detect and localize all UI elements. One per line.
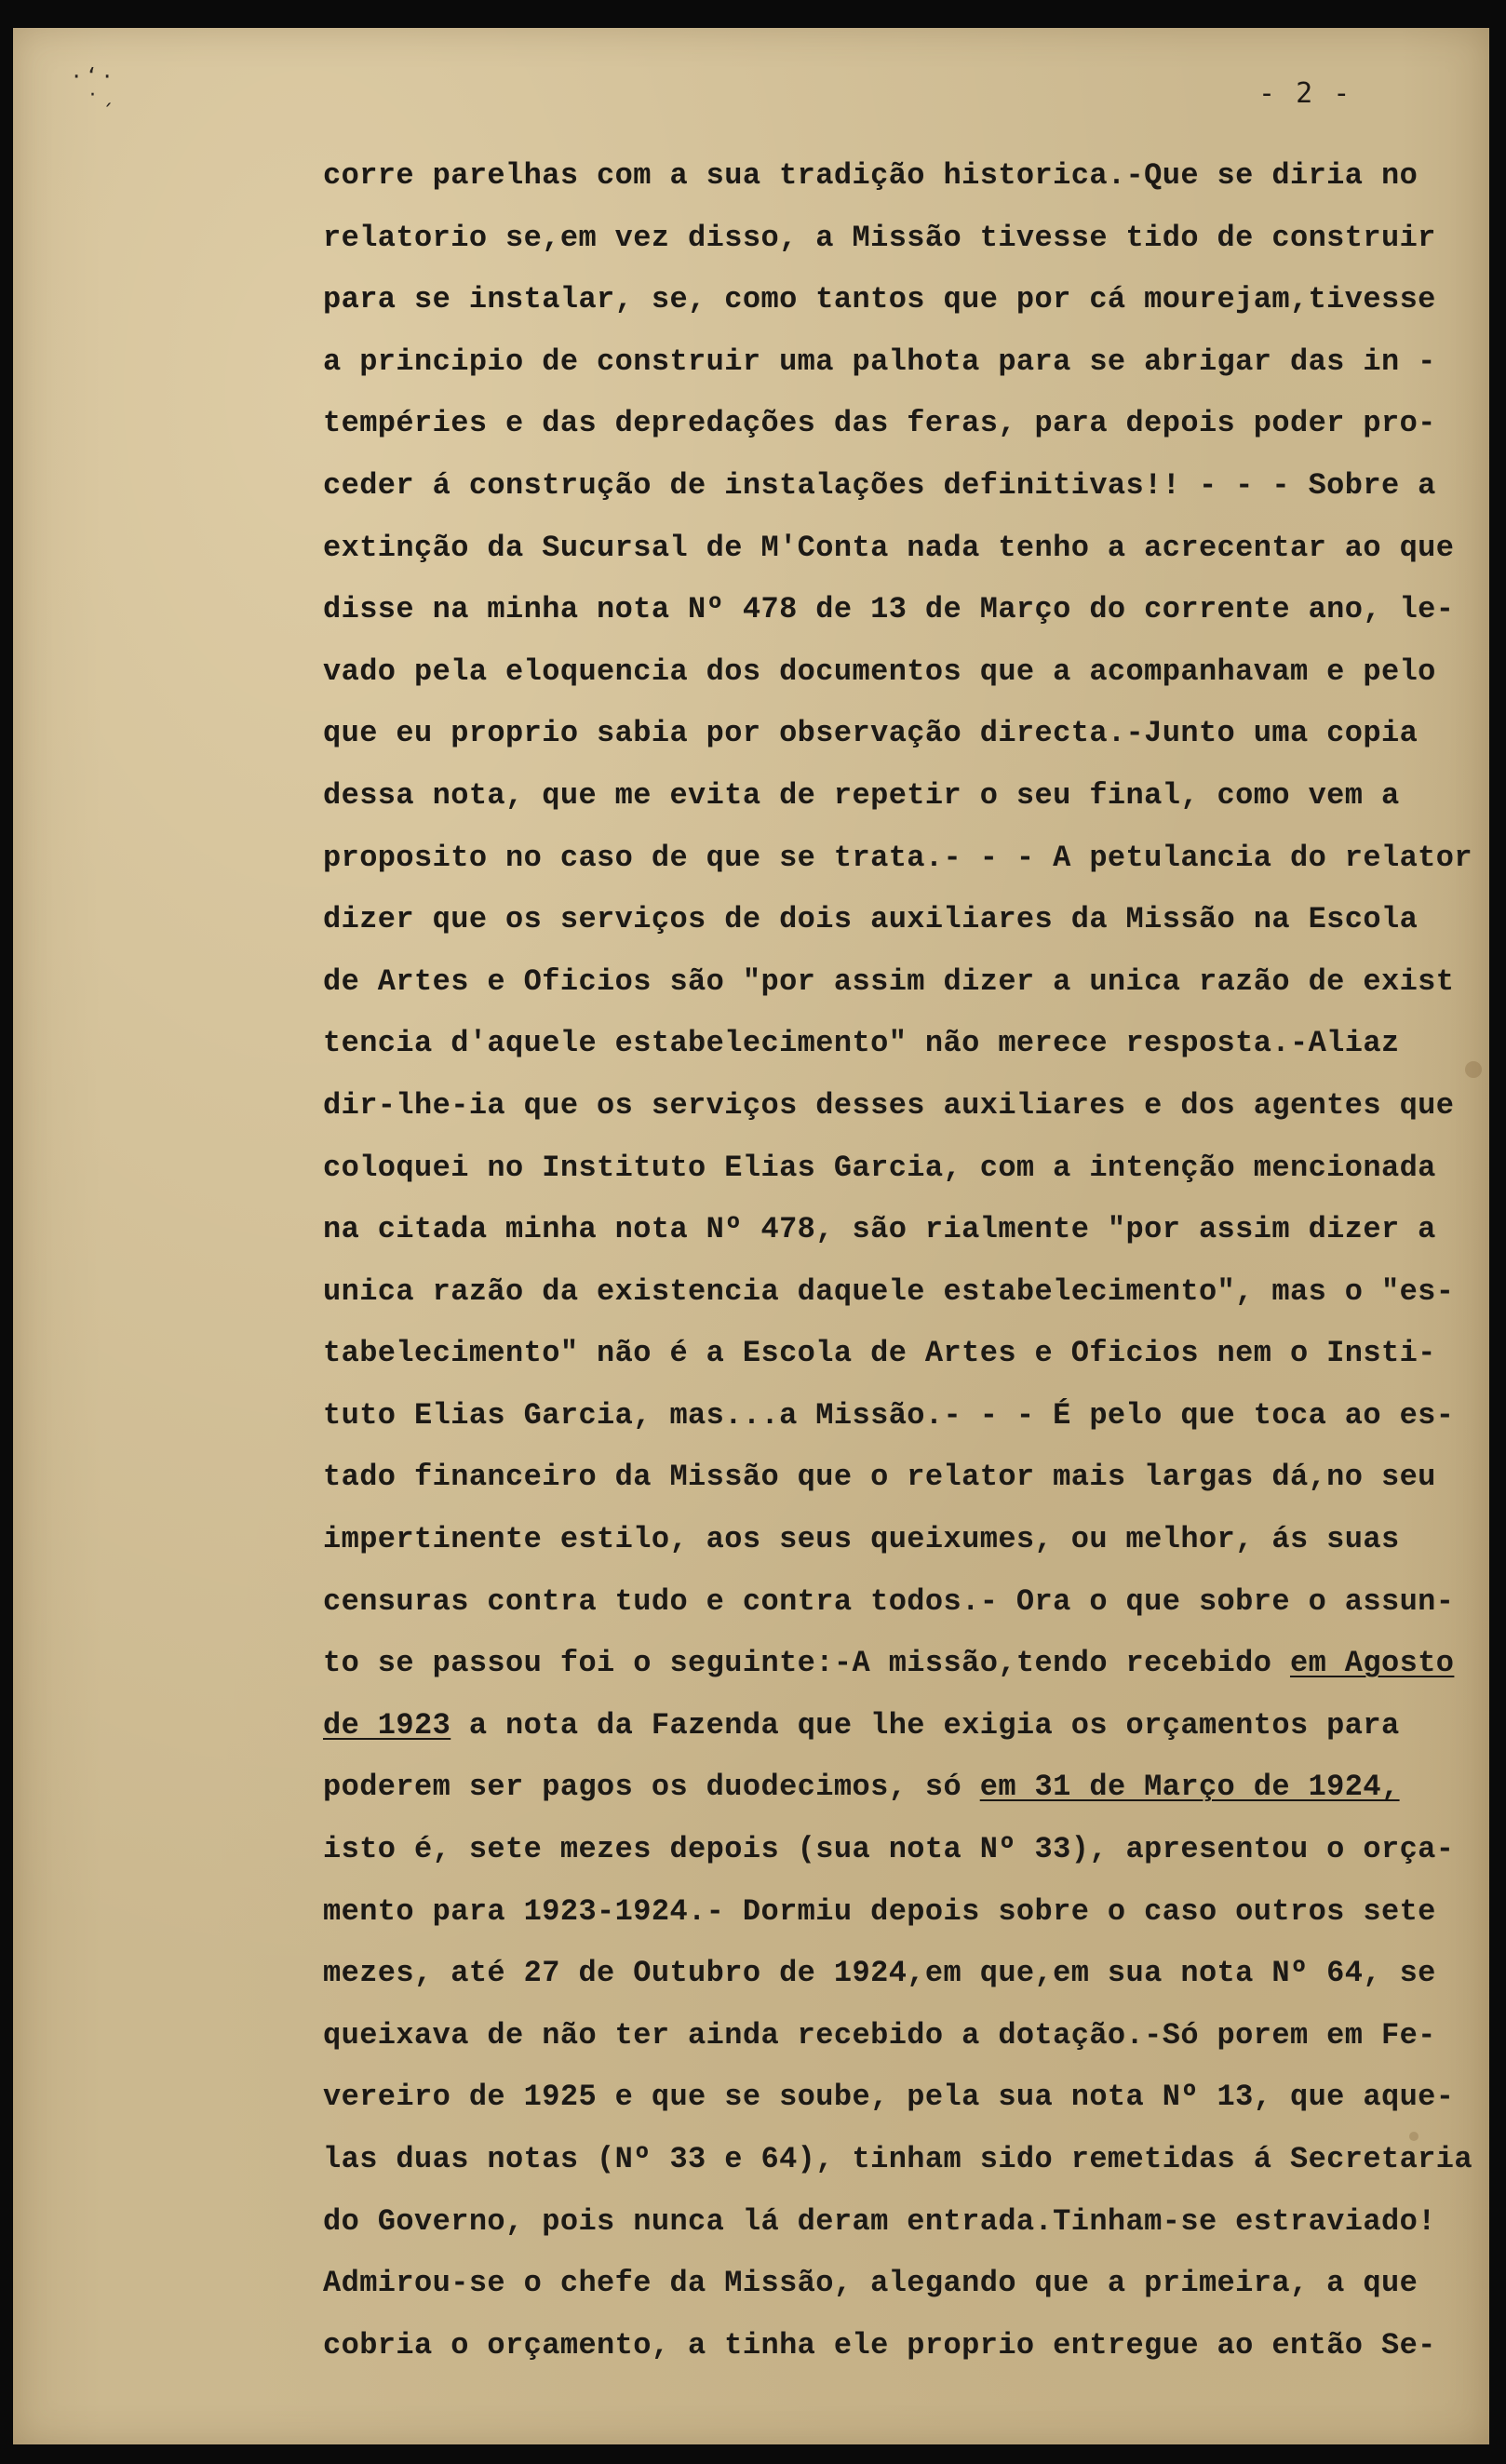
text-line: censuras contra tudo e contra todos.- Ora o que sobre o assun- bbox=[323, 1583, 1455, 1619]
text-line: corre parelhas com a sua tradição historica.-Que se diria no bbox=[323, 158, 1419, 193]
text-line: Admirou-se o chefe da Missão, alegando que a primeira, a que bbox=[323, 2266, 1419, 2301]
text-line: disse na minha nota Nº 478 de 13 de Março do corrente ano, le- bbox=[323, 592, 1455, 627]
text-line: dessa nota, que me evita de repetir o seu final, como vem a bbox=[323, 777, 1400, 813]
text-line: mezes, até 27 de Outubro de 1924,em que,em sua nota Nº 64, se bbox=[323, 1956, 1436, 1991]
underlined-text: em Agosto bbox=[1289, 1646, 1455, 1681]
text-line: extinção da Sucursal de M'Conta nada tenho a acrecentar ao que bbox=[323, 530, 1455, 565]
text-line: relatorio se,em vez disso, a Missão tivesse tido de construir bbox=[323, 220, 1436, 255]
text-line: do Governo, pois nunca lá deram entrada.Tinham-se estraviado! bbox=[323, 2203, 1436, 2239]
text-line: proposito no caso de que se trata.- - - A petulancia do relator bbox=[323, 840, 1472, 875]
text-line: tencia d'aquele estabelecimento" não merece resposta.-Aliaz bbox=[323, 1026, 1400, 1061]
text-line bbox=[323, 1633, 1489, 1695]
text-line: dizer que os serviços de dois auxiliares da Missão na Escola bbox=[323, 902, 1419, 937]
text-line: ceder á construção de instalações definitivas!! - - - Sobre a bbox=[323, 467, 1436, 503]
text-line: dir-lhe-ia que os serviços desses auxiliares e dos agentes que bbox=[323, 1087, 1455, 1123]
text-line: vereiro de 1925 e que se soube, pela sua nota Nº 13, que aque- bbox=[323, 2080, 1455, 2115]
text-line bbox=[323, 1757, 1489, 1819]
text-line: las duas notas (Nº 33 e 64), tinham sido remetidas á Secretaria bbox=[323, 2142, 1472, 2176]
text-line: na citada minha nota Nº 478, são rialmente "por assim dizer a bbox=[323, 1212, 1436, 1247]
text-line: tempéries e das depredações das feras, para depois poder pro- bbox=[323, 406, 1436, 441]
text-line: tabelecimento" não é a Escola de Artes e Oficios nem o Insti- bbox=[323, 1336, 1436, 1371]
text-line: impertinente estilo, aos seus queixumes, ou melhor, ás suas bbox=[323, 1522, 1400, 1557]
document-page bbox=[13, 28, 1489, 2444]
text-line: unica razão da existencia daquele estabelecimento", mas o "es- bbox=[323, 1273, 1455, 1309]
text-line: tado financeiro da Missão que o relator mais largas dá,no seu bbox=[323, 1460, 1436, 1495]
page-number: - 2 - bbox=[1258, 77, 1352, 110]
underlined-text: em 31 de Março de 1924, bbox=[979, 1770, 1400, 1805]
text-line: a principio de construir uma palhota para se abrigar das in - bbox=[323, 343, 1436, 379]
text-line: vado pela eloquencia dos documentos que a acompanhavam e pelo bbox=[323, 653, 1436, 689]
text-line: queixava de não ter ainda recebido a dotação.-Só porem em Fe- bbox=[323, 2017, 1436, 2053]
ink-blot-mark: · ˏ bbox=[89, 84, 113, 107]
text-line bbox=[323, 1695, 1489, 1757]
text-line: que eu proprio sabia por observação directa.-Junto uma copia bbox=[323, 716, 1419, 751]
text-line: coloquei no Instituto Elias Garcia, com a intenção mencionada bbox=[323, 1150, 1436, 1185]
text-line: de Artes e Oficios são "por assim dizer a unica razão de exist bbox=[323, 963, 1455, 999]
underlined-text: de 1923 bbox=[323, 1707, 451, 1743]
text-segment: a nota da Fazenda que lhe exigia os orçamentos para bbox=[450, 1707, 1400, 1743]
text-line: cobria o orçamento, a tinha ele proprio entregue ao então Se- bbox=[323, 2327, 1436, 2363]
ink-blot-mark: · ‘ · bbox=[73, 63, 112, 91]
text-segment: poderem ser pagos os duodecimos, só bbox=[323, 1770, 980, 1805]
typed-text-body bbox=[323, 145, 1489, 2376]
text-line: tuto Elias Garcia, mas...a Missão.- - - É pelo que toca ao es- bbox=[323, 1397, 1455, 1433]
text-line: mento para 1923-1924.- Dormiu depois sobre o caso outros sete bbox=[323, 1893, 1436, 1929]
text-line: para se instalar, se, como tantos que por cá mourejam,tivesse bbox=[323, 282, 1436, 317]
text-line: isto é, sete mezes depois (sua nota Nº 33), apresentou o orça- bbox=[323, 1832, 1455, 1867]
text-segment: to se passou foi o seguinte:-A missão,tendo recebido bbox=[323, 1646, 1290, 1681]
